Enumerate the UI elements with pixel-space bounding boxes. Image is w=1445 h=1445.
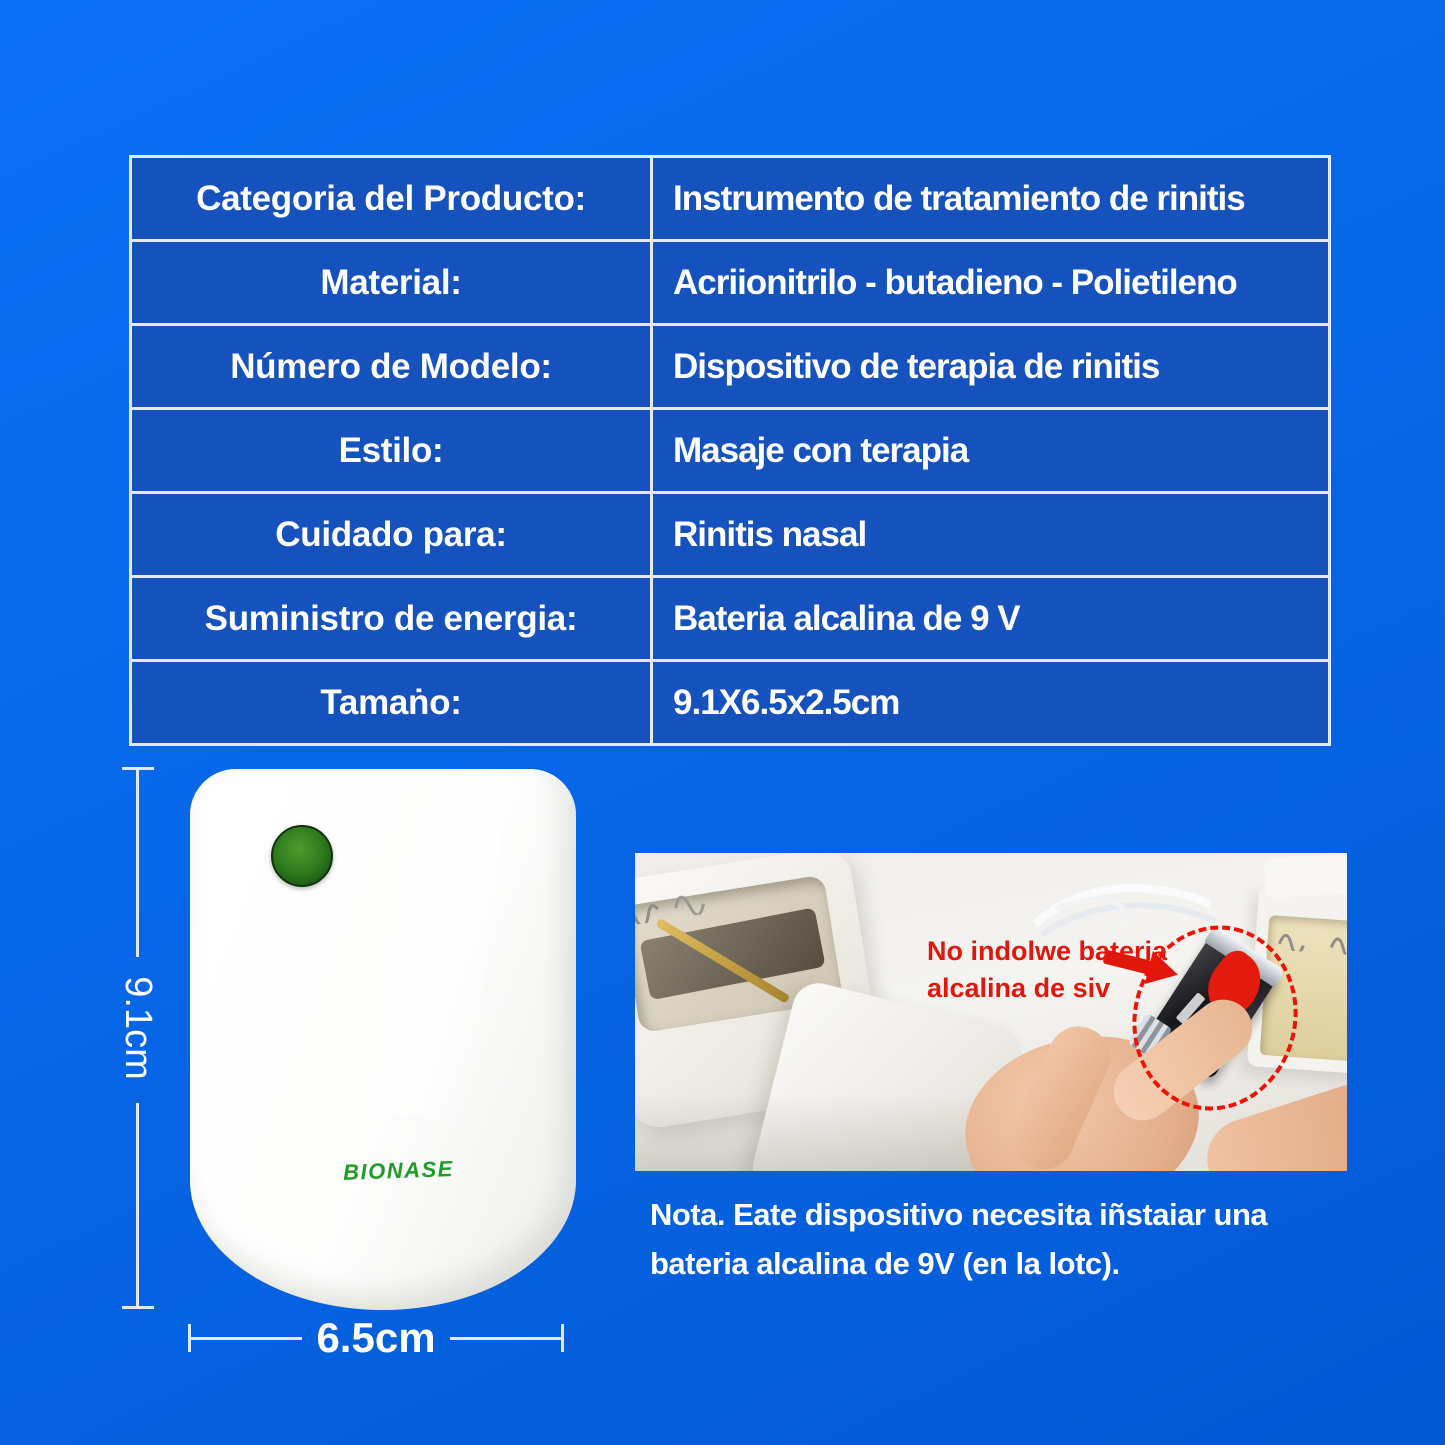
spec-label: Cuidado para: [131, 493, 652, 577]
table-row [131, 241, 1330, 325]
device-power-button [271, 825, 333, 887]
note-line-1: Nota. Eate dispositivo necesita iñstaiar una [650, 1197, 1268, 1232]
spec-label: Suministro de energia: [131, 577, 652, 661]
note-line-2: bateria alcalina de 9V (en la lotc). [650, 1246, 1120, 1281]
width-dimension-line [191, 1337, 302, 1340]
spec-value: 9.1X6.5x2.5cm [652, 661, 1330, 745]
spec-value: Masaje con terapia [652, 409, 1330, 493]
height-dimension-bottom-cap [122, 1306, 154, 1309]
spec-label: Número de Modelo: [131, 325, 652, 409]
height-dimension-label: 9.1cm [117, 976, 159, 1080]
spec-value: Bateria alcalina de 9 V [652, 577, 1330, 661]
spec-label: Estilo: [131, 409, 652, 493]
table-row [131, 157, 1330, 241]
brand-logo: BIONASE [342, 1156, 455, 1185]
width-dimension-right-tick [561, 1324, 564, 1352]
battery-warning-text [927, 933, 1167, 1007]
height-dimension-line [136, 1103, 139, 1308]
rhinitis-device-illustration [190, 769, 576, 1310]
spec-value: Acriionitrilo - butadieno - Polietileno [652, 241, 1330, 325]
spec-label: Categoria del Producto: [131, 157, 652, 241]
device-highlight [377, 769, 513, 1123]
spec-value: Dispositivo de terapia de rinitis [652, 325, 1330, 409]
table-row [131, 577, 1330, 661]
spring-contact-icon [1275, 920, 1347, 957]
table-row [131, 661, 1330, 745]
width-dimension [188, 1312, 564, 1364]
spec-value: Instrumento de tratamiento de rinitis [652, 157, 1330, 241]
width-dimension-label: 6.5cm [316, 1314, 436, 1361]
table-row [131, 325, 1330, 409]
warning-line-2: alcalina de siv [927, 973, 1111, 1003]
height-dimension-line [136, 767, 139, 957]
spec-value: Rinitis nasal [652, 493, 1330, 577]
spec-table [129, 155, 1331, 746]
compartment-lid [1264, 853, 1347, 898]
spec-label: Material: [131, 241, 652, 325]
table-row [131, 409, 1330, 493]
spec-label: Tamaṅo: [131, 661, 652, 745]
battery-install-photo [635, 853, 1347, 1171]
width-dimension-line [450, 1337, 561, 1340]
warning-line-1: No indolwe bateria [927, 936, 1168, 966]
note-text [650, 1190, 1267, 1288]
table-row [131, 493, 1330, 577]
